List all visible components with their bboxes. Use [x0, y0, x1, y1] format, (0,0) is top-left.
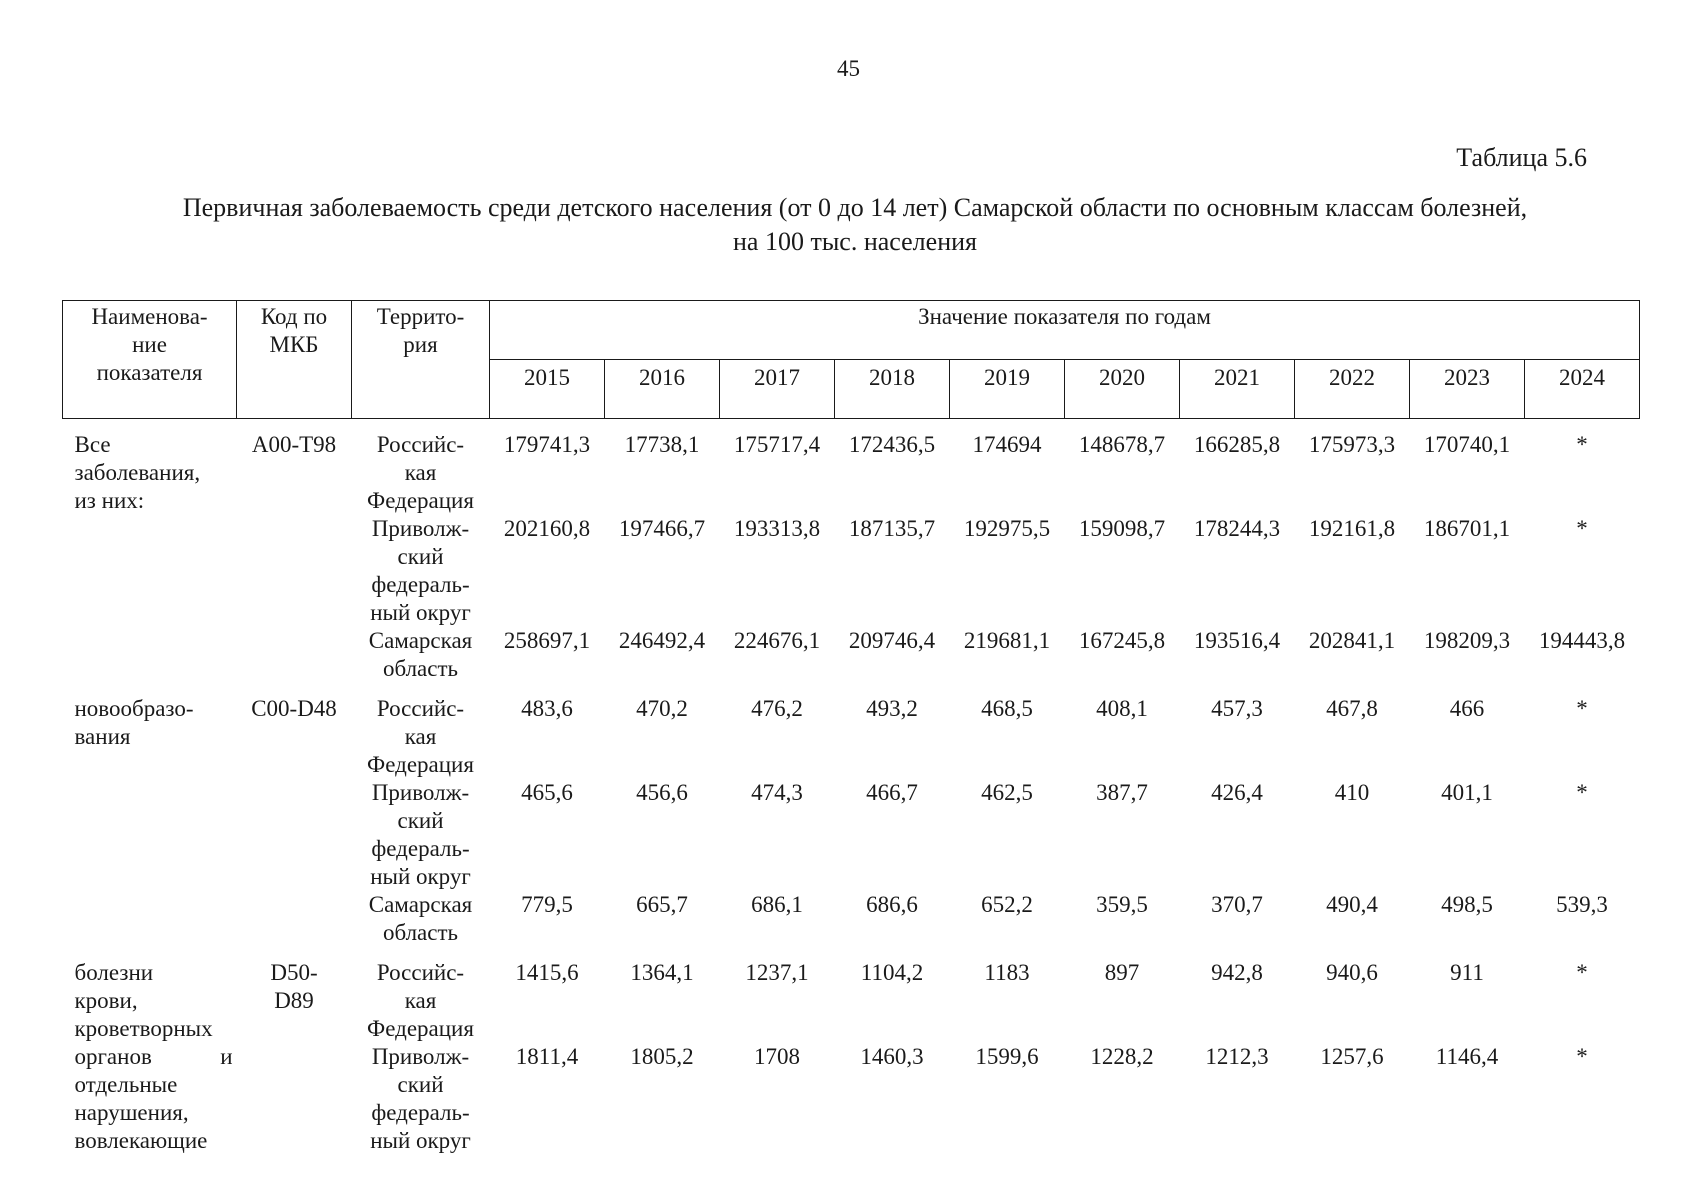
- value-cell: 219681,1: [963, 628, 1051, 653]
- icd-code: D50- D89: [270, 960, 318, 1013]
- value-cell: 1364,1: [630, 960, 694, 985]
- value-cell: *: [1576, 516, 1588, 541]
- header-icd-code: Код по МКБ: [237, 301, 352, 419]
- value-cell: 1183: [984, 960, 1030, 985]
- value-cell: 198209,3: [1423, 628, 1511, 653]
- value-cell: 209746,4: [848, 628, 936, 653]
- indicator-name: Все заболевания, из них:: [74, 432, 201, 513]
- value-cell: 456,6: [636, 780, 688, 805]
- value-cell: 426,4: [1211, 780, 1263, 805]
- header-year: 2017: [720, 360, 835, 419]
- value-cell: 170740,1: [1423, 432, 1511, 457]
- territory: Самарская область: [368, 628, 473, 681]
- table-row: [63, 683, 1640, 779]
- value-cell: 539,3: [1556, 892, 1608, 917]
- value-cell: 1228,2: [1090, 1044, 1154, 1069]
- value-cell: 462,5: [981, 780, 1033, 805]
- value-cell: 457,3: [1211, 696, 1263, 721]
- indicator-name-word: и: [220, 1044, 233, 1069]
- table-caption: Таблица 5.6: [1456, 143, 1587, 172]
- value-cell: 193313,8: [733, 516, 821, 541]
- value-cell: 370,7: [1211, 892, 1263, 917]
- value-cell: 17738,1: [624, 432, 700, 457]
- value-cell: 224676,1: [733, 628, 821, 653]
- value-cell: 490,4: [1326, 892, 1378, 917]
- indicator-name-line: отдельные: [74, 1072, 178, 1097]
- header-year: 2023: [1410, 360, 1525, 419]
- value-cell: 174694: [972, 432, 1042, 457]
- value-cell: 779,5: [521, 892, 573, 917]
- header-indicator-name: Наименова- ние показателя: [63, 301, 237, 419]
- value-cell: 172436,5: [848, 432, 936, 457]
- indicator-name: новообразо- вания: [74, 696, 194, 749]
- value-cell: 468,5: [981, 696, 1033, 721]
- value-cell: 483,6: [521, 696, 573, 721]
- value-cell: 466,7: [866, 780, 918, 805]
- icd-code: C00-D48: [251, 696, 337, 721]
- value-cell: 940,6: [1326, 960, 1378, 985]
- value-cell: *: [1576, 696, 1588, 721]
- table-title: [90, 191, 1620, 259]
- value-cell: 942,8: [1211, 960, 1263, 985]
- value-cell: 911: [1450, 960, 1484, 985]
- value-cell: *: [1576, 432, 1588, 457]
- indicator-name-line: [75, 1043, 233, 1071]
- indicator-name: [63, 947, 237, 1155]
- value-cell: 476,2: [751, 696, 803, 721]
- value-cell: 498,5: [1441, 892, 1493, 917]
- header-year: 2022: [1295, 360, 1410, 419]
- value-cell: 1104,2: [860, 960, 924, 985]
- territory: Приволж- ский федераль- ный округ: [370, 516, 471, 625]
- header-year: 2018: [835, 360, 950, 419]
- value-cell: 1805,2: [630, 1044, 694, 1069]
- value-cell: 246492,4: [618, 628, 706, 653]
- value-cell: 148678,7: [1078, 432, 1166, 457]
- table-row: [63, 419, 1640, 516]
- territory: Приволж- ский федераль- ный округ: [370, 1044, 471, 1153]
- value-cell: 166285,8: [1193, 432, 1281, 457]
- value-cell: 1708: [754, 1044, 800, 1069]
- value-cell: 186701,1: [1423, 516, 1511, 541]
- value-cell: 175717,4: [733, 432, 821, 457]
- value-cell: 401,1: [1441, 780, 1493, 805]
- value-cell: 1811,4: [515, 1044, 579, 1069]
- value-cell: 1599,6: [975, 1044, 1039, 1069]
- table-row: [63, 947, 1640, 1043]
- value-cell: *: [1576, 1044, 1588, 1069]
- header-values-by-year: Значение показателя по годам: [490, 301, 1640, 360]
- table-body: [63, 419, 1640, 1156]
- value-cell: 192975,5: [963, 516, 1051, 541]
- value-cell: 202160,8: [503, 516, 591, 541]
- value-cell: 467,8: [1326, 696, 1378, 721]
- header-year: 2021: [1180, 360, 1295, 419]
- territory: Самарская область: [368, 892, 473, 945]
- territory: Российс- кая Федерация: [367, 696, 474, 777]
- value-cell: 470,2: [636, 696, 688, 721]
- header-territory: Террито- рия: [352, 301, 490, 419]
- value-cell: 387,7: [1096, 780, 1148, 805]
- territory: Российс- кая Федерация: [367, 960, 474, 1041]
- value-cell: 194443,8: [1538, 628, 1626, 653]
- value-cell: 652,2: [981, 892, 1033, 917]
- value-cell: 258697,1: [503, 628, 591, 653]
- header-year: 2016: [605, 360, 720, 419]
- header-year: 2020: [1065, 360, 1180, 419]
- value-cell: 359,5: [1096, 892, 1148, 917]
- value-cell: *: [1576, 960, 1588, 985]
- indicator-name-line: вовлекающие: [74, 1128, 208, 1153]
- value-cell: 1415,6: [515, 960, 579, 985]
- value-cell: 1212,3: [1205, 1044, 1269, 1069]
- territory: Российс- кая Федерация: [367, 432, 474, 513]
- value-cell: 178244,3: [1193, 516, 1281, 541]
- value-cell: 175973,3: [1308, 432, 1396, 457]
- value-cell: 465,6: [521, 780, 573, 805]
- value-cell: *: [1576, 780, 1588, 805]
- value-cell: 1146,4: [1435, 1044, 1499, 1069]
- value-cell: 187135,7: [848, 516, 936, 541]
- indicator-name-line: нарушения,: [74, 1100, 189, 1125]
- value-cell: 493,2: [866, 696, 918, 721]
- value-cell: 197466,7: [618, 516, 706, 541]
- value-cell: 159098,7: [1078, 516, 1166, 541]
- table-title-line-2: на 100 тыс. населения: [733, 227, 977, 256]
- value-cell: 686,6: [866, 892, 918, 917]
- value-cell: 474,3: [751, 780, 803, 805]
- table-title-line-1: Первичная заболеваемость среди детского населения (от 0 до 14 лет) Самарской области по основным классам болезней,: [182, 193, 1528, 222]
- value-cell: 179741,3: [503, 432, 591, 457]
- value-cell: 466: [1449, 696, 1485, 721]
- value-cell: 1237,1: [745, 960, 809, 985]
- value-cell: 167245,8: [1078, 628, 1166, 653]
- value-cell: 408,1: [1096, 696, 1148, 721]
- header-year: 2015: [490, 360, 605, 419]
- value-cell: 686,1: [751, 892, 803, 917]
- header-row: [63, 301, 1640, 360]
- page-number: 45: [837, 56, 860, 81]
- header-year: 2024: [1525, 360, 1640, 419]
- value-cell: 897: [1104, 960, 1140, 985]
- header-year: 2019: [950, 360, 1065, 419]
- value-cell: 193516,4: [1193, 628, 1281, 653]
- indicator-name-word: органов: [74, 1044, 152, 1069]
- value-cell: 1257,6: [1320, 1044, 1384, 1069]
- indicator-name-line: болезни: [74, 960, 154, 985]
- territory: Приволж- ский федераль- ный округ: [370, 780, 471, 889]
- morbidity-table: [62, 300, 1640, 1155]
- indicator-name-line: кроветворных: [74, 1016, 213, 1041]
- value-cell: 410: [1334, 780, 1370, 805]
- value-cell: 665,7: [636, 892, 688, 917]
- value-cell: 1460,3: [860, 1044, 924, 1069]
- value-cell: 202841,1: [1308, 628, 1396, 653]
- value-cell: 192161,8: [1308, 516, 1396, 541]
- icd-code: A00-T98: [251, 432, 337, 457]
- indicator-name-line: крови,: [74, 988, 138, 1013]
